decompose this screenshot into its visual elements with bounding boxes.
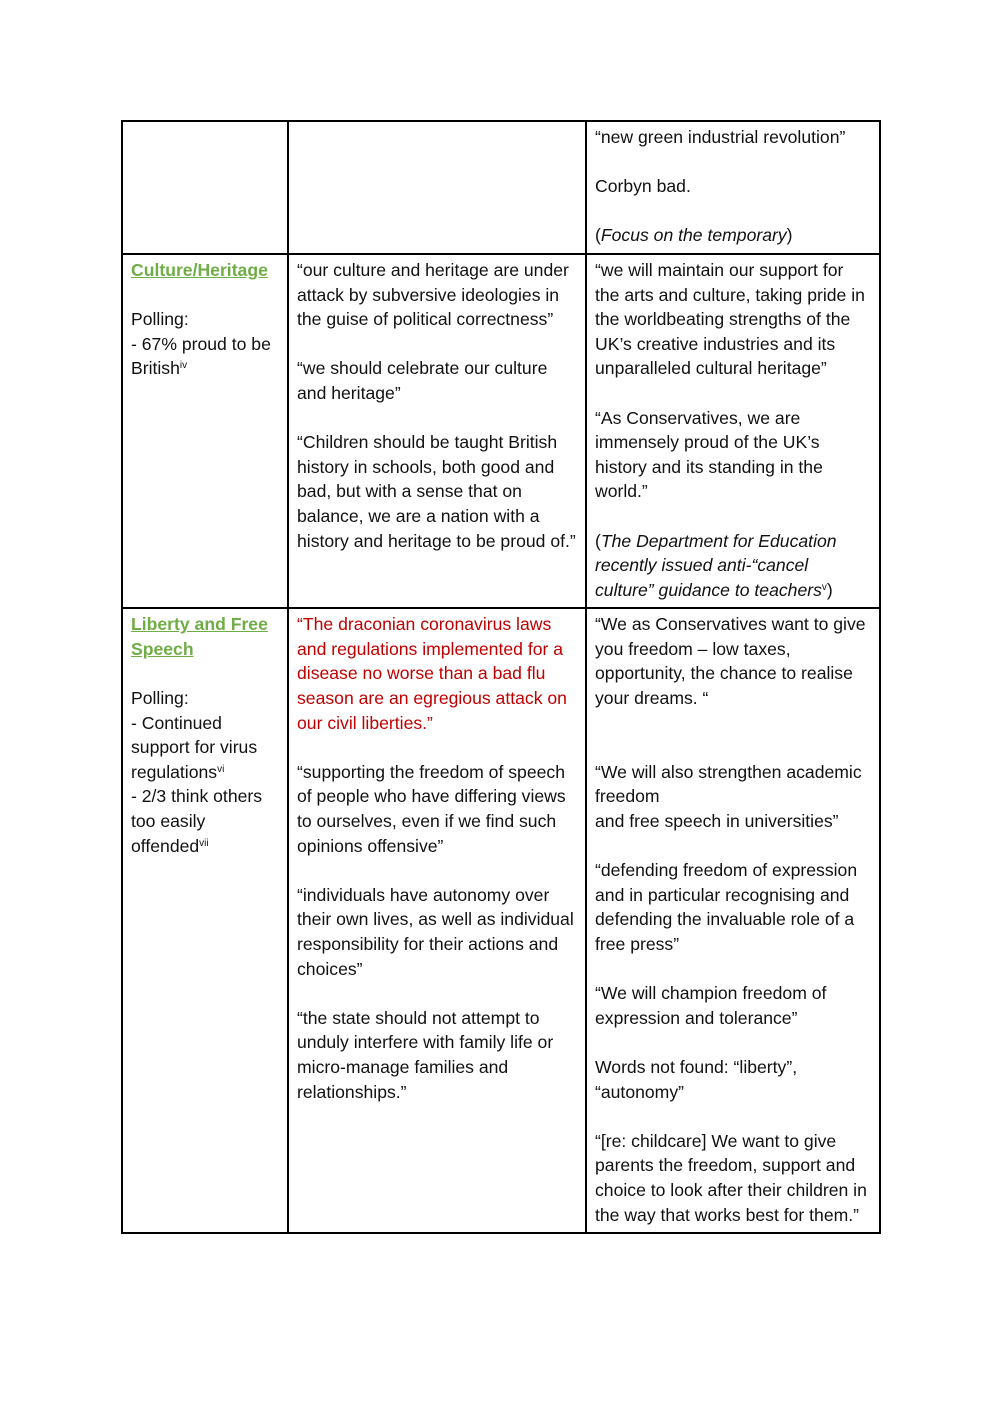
table-cell-topic <box>122 121 288 254</box>
quote: “We will champion freedom of expression and tolerance” <box>595 983 827 1028</box>
footnote-marker: v <box>821 581 827 593</box>
quote: “We as Conservatives want to give you freedom – low taxes, opportunity, the chance to realise your dreams. “ <box>595 614 866 709</box>
table-cell-manifesto <box>288 608 586 1233</box>
polling-item: - 2/3 think others too easily offended$^{vii}$ <box>131 786 263 856</box>
quote: “our culture and heritage are under attack by subversive ideologies in the guise of political correctness” <box>297 259 569 330</box>
quote: “As Conservatives, we are immensely proud of the UK’s history and its standing in the world.” <box>595 407 823 502</box>
polling-item: - Continued support for virus regulations$^{vi}$ <box>131 712 258 782</box>
table-cell-manifesto <box>288 121 586 254</box>
polling-item: - 67% proud to be British$^{iv}$ <box>131 333 271 379</box>
comparison-table <box>121 120 881 1234</box>
quote: “the state should not attempt to unduly interfere with family life or micro-manage families and relationships.” <box>297 1007 554 1102</box>
topic-heading: Liberty and Free Speech <box>131 614 268 659</box>
quote: “supporting the freedom of speech of people who have differing views to ourselves, even if we find such opinions offensive” <box>297 761 566 856</box>
highlighted-quote: “The draconian coronavirus laws and regulations implemented for a disease no worse than a bad flu season are an egregious attack on our civil liberties.” <box>297 614 567 733</box>
quote: “we should celebrate our culture and heritage” <box>297 358 548 403</box>
note-text: (Focus on the temporary) <box>595 225 793 246</box>
table-cell-conservative <box>586 121 880 254</box>
footnote-marker: iv <box>179 360 188 372</box>
note-text: Corbyn bad. <box>595 176 691 197</box>
note-text: Words not found: “liberty”, “autonomy” <box>595 1056 798 1102</box>
table-cell-topic <box>122 254 288 608</box>
table-cell-conservative <box>586 254 880 608</box>
footnote-marker: vi <box>217 763 225 775</box>
table-cell-manifesto <box>288 254 586 608</box>
quote: “Children should be taught British history in schools, both good and bad, but with a sense that on balance, we are a nation with a history and heritage to be proud of.” <box>297 432 576 551</box>
table-cell-conservative <box>586 608 880 1233</box>
footnote-marker: vii <box>199 837 209 849</box>
quote: “[re: childcare] We want to give parents the freedom, support and choice to look after their children in the way that works best for them.” <box>595 1130 867 1225</box>
table-row <box>122 254 880 608</box>
polling-label: Polling: <box>131 688 189 709</box>
note-text: (The Department for Education recently issued anti-“cancel culture” guidance to teachers$^v$) <box>595 530 837 600</box>
quote: “defending freedom of expression and in particular recognising and defending the invaluable role of a free press” <box>595 860 858 954</box>
quote: “We will also strengthen academic freedom and free speech in universities” <box>595 761 862 832</box>
table-row <box>122 608 880 1233</box>
quote: “new green industrial revolution” <box>595 127 846 147</box>
topic-heading: Culture/Heritage <box>131 259 268 280</box>
quote: “individuals have autonomy over their own lives, as well as individual responsibility for their actions and choices” <box>297 884 574 979</box>
quote: “we will maintain our support for the arts and culture, taking pride in the worldbeating strengths of the UK’s creative industries and its unparalleled cultural heritage” <box>595 259 865 379</box>
table-cell-topic <box>122 608 288 1233</box>
polling-label: Polling: <box>131 309 189 330</box>
table-row <box>122 121 880 254</box>
